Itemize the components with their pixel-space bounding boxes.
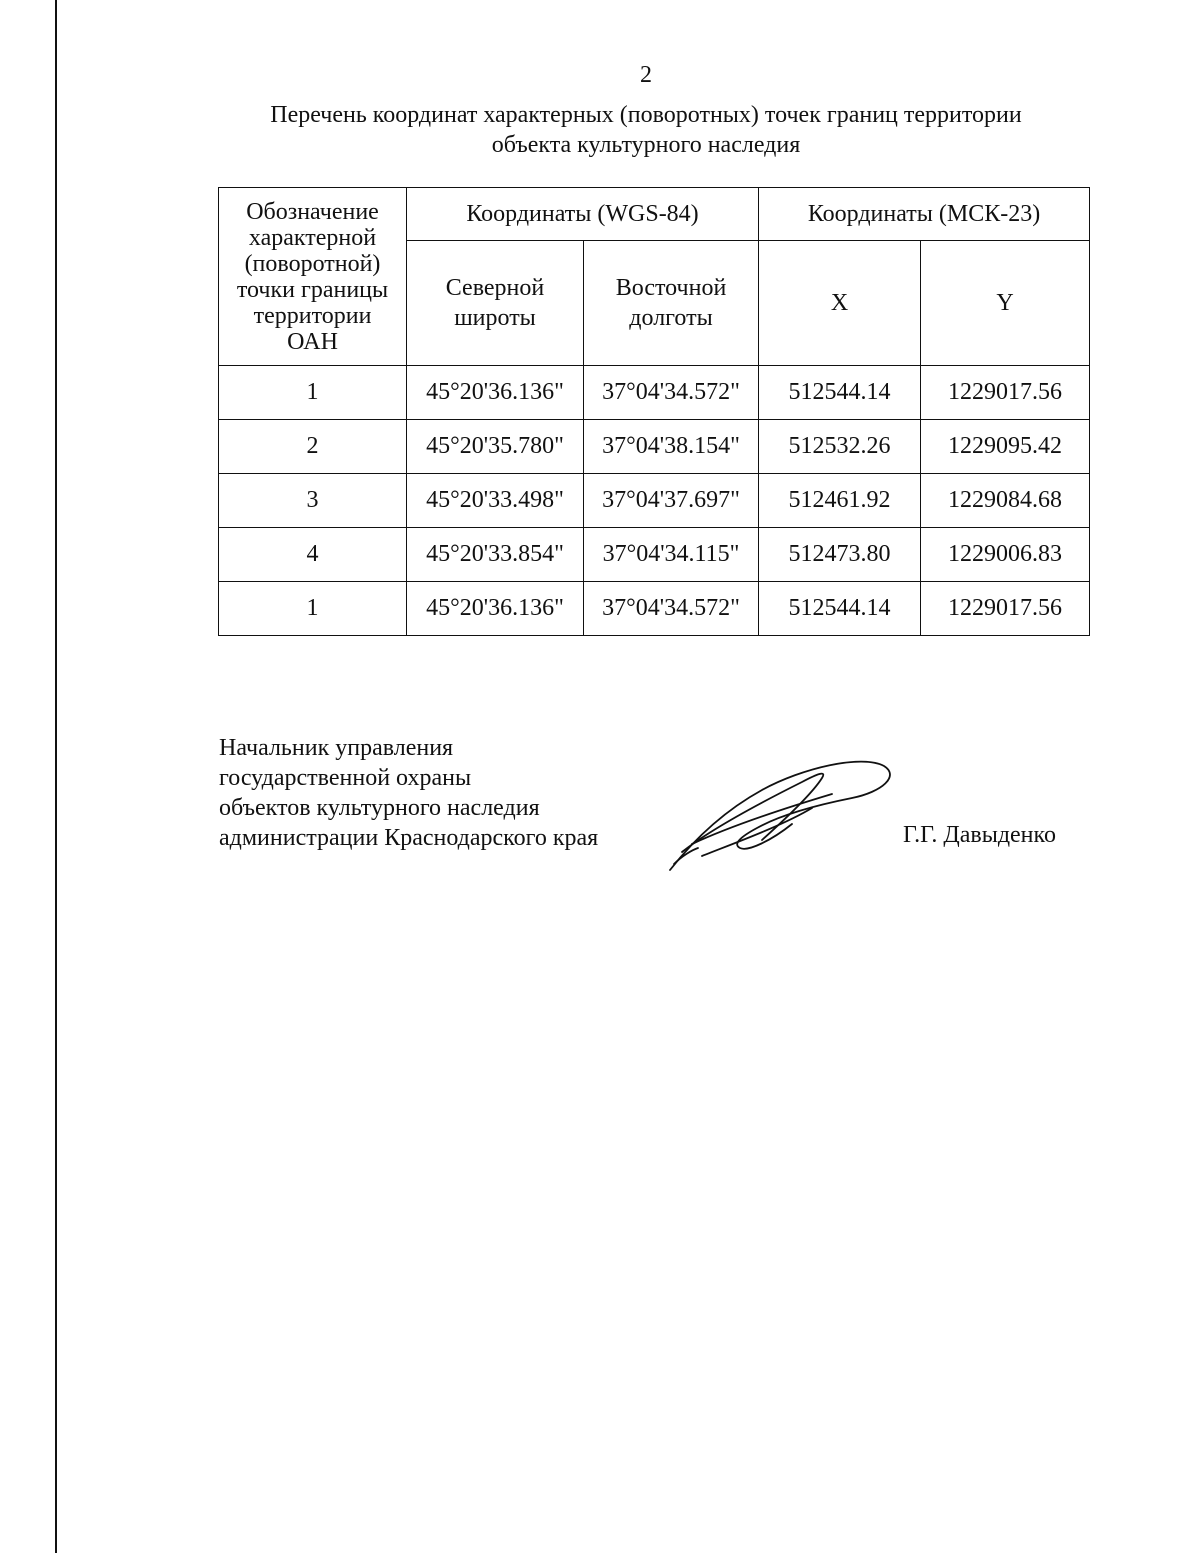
cell-point: 1: [219, 582, 407, 636]
signatory-name: Г.Г. Давыденко: [903, 822, 1056, 848]
header-wgs84: Координаты (WGS-84): [407, 188, 759, 241]
position-line: Начальник управления: [219, 735, 454, 761]
cell-y: 1229095.42: [921, 420, 1090, 474]
table-row: [219, 474, 1090, 528]
position-line: объектов культурного наследия: [219, 795, 540, 821]
table-header-row: [219, 188, 1090, 241]
coordinates-table: [218, 187, 1090, 636]
position-line: администрации Краснодарского края: [219, 825, 599, 851]
header-msk23: Координаты (МСК-23): [759, 188, 1090, 241]
position-line: государственной охраны: [219, 765, 472, 791]
cell-east: 37°04'34.572": [584, 366, 759, 420]
cell-x: 512544.14: [759, 366, 921, 420]
cell-north: 45°20'33.854": [407, 528, 584, 582]
left-margin-rule: [55, 0, 57, 1553]
cell-north: 45°20'36.136": [407, 582, 584, 636]
cell-point: 2: [219, 420, 407, 474]
header-north-latitude: Северной широты: [407, 241, 584, 366]
header-x: X: [759, 241, 921, 366]
title-line-1: Перечень координат характерных (поворотных) точек границ территории: [270, 102, 1022, 128]
signatory-position: [219, 733, 598, 853]
cell-x: 512473.80: [759, 528, 921, 582]
cell-y: 1229006.83: [921, 528, 1090, 582]
cell-x: 512461.92: [759, 474, 921, 528]
handwritten-signature: [662, 752, 897, 877]
cell-point: 1: [219, 366, 407, 420]
cell-x: 512532.26: [759, 420, 921, 474]
header-y: Y: [921, 241, 1090, 366]
table-row: [219, 582, 1090, 636]
table-row: [219, 420, 1090, 474]
cell-x: 512544.14: [759, 582, 921, 636]
title-line-2: объекта культурного наследия: [491, 132, 801, 158]
cell-north: 45°20'33.498": [407, 474, 584, 528]
table-row: [219, 528, 1090, 582]
cell-east: 37°04'34.572": [584, 582, 759, 636]
table-row: [219, 366, 1090, 420]
document-title: [200, 100, 1092, 160]
cell-east: 37°04'38.154": [584, 420, 759, 474]
header-east-longitude: Восточной долготы: [584, 241, 759, 366]
cell-east: 37°04'37.697": [584, 474, 759, 528]
cell-north: 45°20'36.136": [407, 366, 584, 420]
page-number: 2: [640, 62, 652, 88]
header-designation: Обозначение характерной (поворотной) точки границы территории ОАН: [219, 188, 407, 366]
cell-y: 1229017.56: [921, 582, 1090, 636]
cell-point: 4: [219, 528, 407, 582]
cell-north: 45°20'35.780": [407, 420, 584, 474]
cell-y: 1229084.68: [921, 474, 1090, 528]
cell-east: 37°04'34.115": [584, 528, 759, 582]
cell-point: 3: [219, 474, 407, 528]
cell-y: 1229017.56: [921, 366, 1090, 420]
